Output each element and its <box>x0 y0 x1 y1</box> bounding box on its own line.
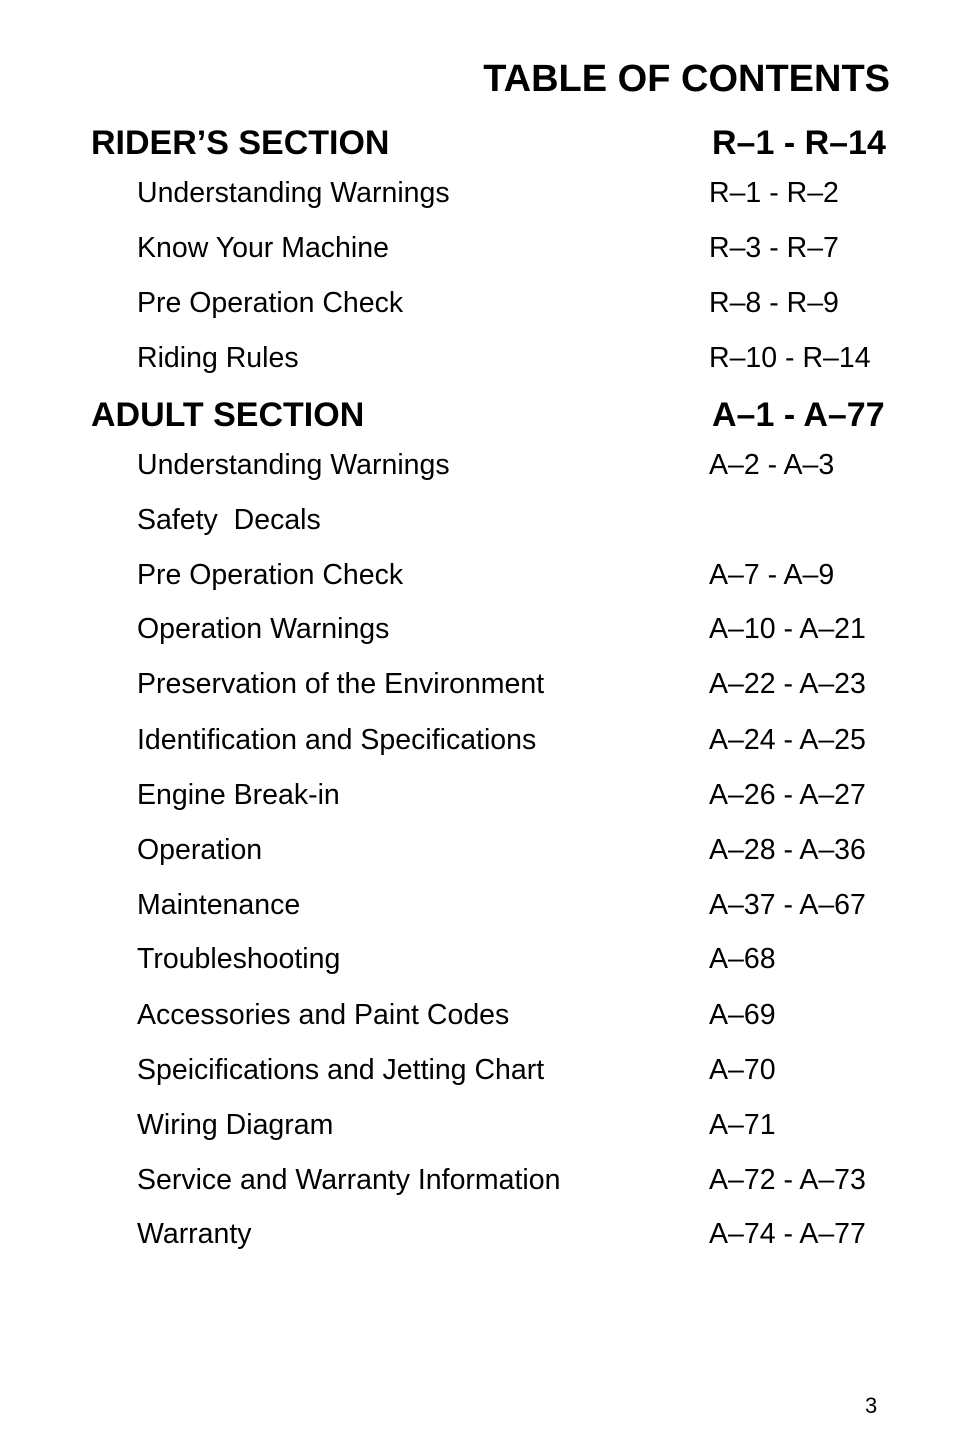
toc-entry <box>0 611 954 647</box>
toc-section-adult <box>0 394 954 436</box>
section-label: RIDER’S SECTION <box>91 124 390 162</box>
toc-entry-label: Engine Break-in <box>137 779 340 811</box>
toc-entry-page-range: A–37 - A–67 <box>709 889 866 921</box>
toc-entry-page-range: A–24 - A–25 <box>709 724 866 756</box>
toc-entry-label: Speicifications and Jetting Chart <box>137 1054 545 1086</box>
toc-entry-label: Accessories and Paint Codes <box>137 999 510 1031</box>
section-label: ADULT SECTION <box>91 396 365 434</box>
toc-entry-page-range: A–74 - A–77 <box>709 1218 866 1250</box>
toc-entry-page-range: R–3 - R–7 <box>709 232 839 264</box>
toc-entry-label: Preservation of the Environment <box>137 668 545 700</box>
page-title: TABLE OF CONTENTS <box>483 58 890 100</box>
toc-entry-label: Identification and Specifications <box>137 724 537 756</box>
toc-entry-page-range: R–1 - R–2 <box>709 177 839 209</box>
toc-entry-page-range: A–68 <box>709 943 776 975</box>
toc-entry-label: Understanding Warnings <box>137 177 450 209</box>
toc-entry <box>0 1052 954 1088</box>
toc-entry <box>0 230 954 266</box>
toc-entry-label: Wiring Diagram <box>137 1109 334 1141</box>
toc-entry-label: Understanding Warnings <box>137 449 450 481</box>
toc-entry <box>0 722 954 758</box>
toc-entry <box>0 285 954 321</box>
toc-entry-label: Service and Warranty Information <box>137 1164 561 1196</box>
toc-entry <box>0 832 954 868</box>
toc-entry-label: Operation <box>137 834 263 866</box>
toc-entry-label: Warranty <box>137 1218 252 1250</box>
toc-section-riders <box>0 122 954 164</box>
toc-entry-page-range: A–26 - A–27 <box>709 779 866 811</box>
toc-entry-label: Safety Decals <box>137 504 321 536</box>
toc-entry-label: Riding Rules <box>137 342 299 374</box>
toc-entry <box>0 1216 954 1252</box>
toc-entry <box>0 666 954 702</box>
toc-entry-label: Troubleshooting <box>137 943 341 975</box>
toc-entry <box>0 1107 954 1143</box>
toc-entry-page-range: A–72 - A–73 <box>709 1164 866 1196</box>
toc-entry-page-range: R–10 - R–14 <box>709 342 871 374</box>
toc-entry-label: Pre Operation Check <box>137 287 404 319</box>
toc-entry-page-range: A–71 <box>709 1109 776 1141</box>
toc-entry-page-range: R–8 - R–9 <box>709 287 839 319</box>
toc-entry <box>0 447 954 483</box>
page-number: 3 <box>865 1393 878 1418</box>
toc-entry-page-range: A–22 - A–23 <box>709 668 866 700</box>
toc-entry <box>0 557 954 593</box>
toc-entry <box>0 502 954 538</box>
toc-entry-label: Pre Operation Check <box>137 559 404 591</box>
toc-entry <box>0 887 954 923</box>
toc-entry-label: Know Your Machine <box>137 232 389 264</box>
toc-entry-page-range: A–70 <box>709 1054 776 1086</box>
toc-entry-page-range: A–10 - A–21 <box>709 613 866 645</box>
section-page-range: R–1 - R–14 <box>712 124 886 162</box>
toc-entry-page-range: A–7 - A–9 <box>709 559 835 591</box>
toc-entry-page-range: A–69 <box>709 999 776 1031</box>
toc-entry-label: Maintenance <box>137 889 301 921</box>
section-page-range: A–1 - A–77 <box>712 396 885 434</box>
toc-entry <box>0 1162 954 1198</box>
toc-entry <box>0 340 954 376</box>
toc-entry-page-range: A–2 - A–3 <box>709 449 835 481</box>
toc-entry <box>0 941 954 977</box>
toc-entry-label: Operation Warnings <box>137 613 390 645</box>
toc-entry <box>0 997 954 1033</box>
toc-entry-page-range: A–28 - A–36 <box>709 834 866 866</box>
toc-entry <box>0 175 954 211</box>
toc-entry <box>0 777 954 813</box>
